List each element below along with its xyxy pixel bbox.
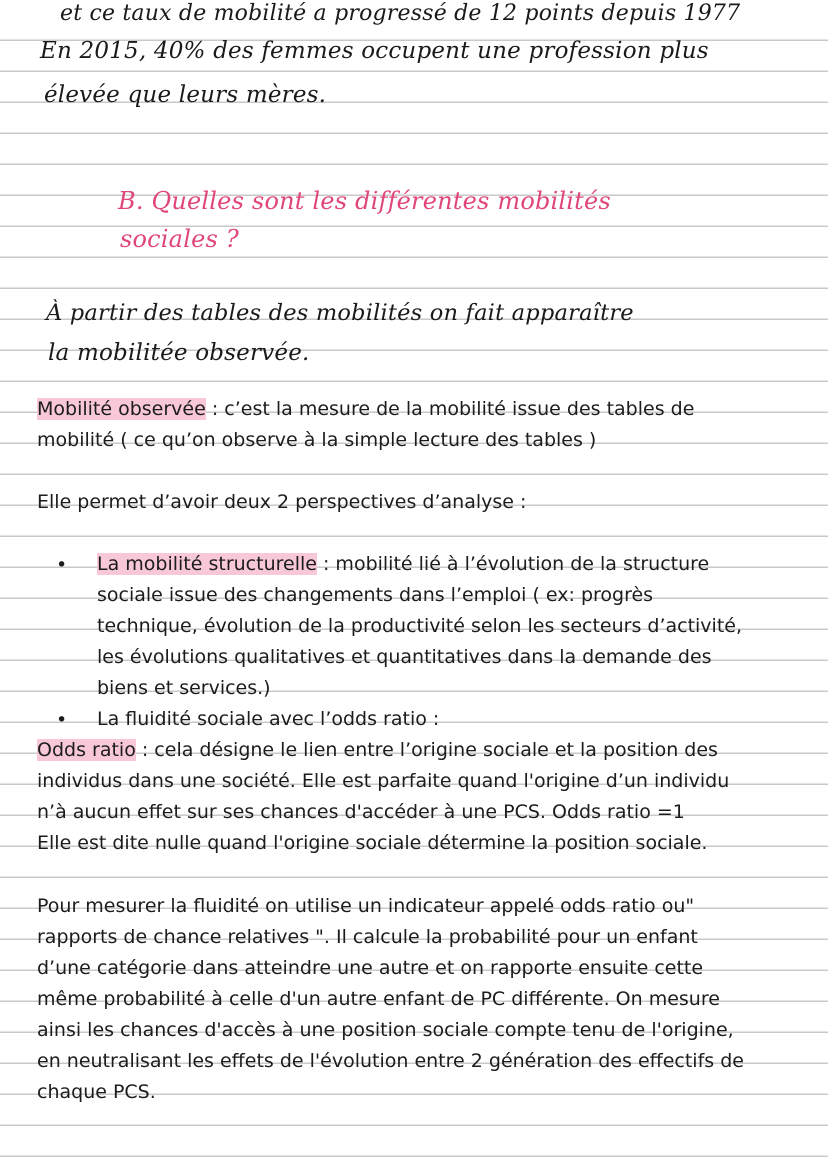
mesure-line-3: d’une catégorie dans atteindre une autre et on rapporte ensuite cette bbox=[37, 957, 704, 979]
mesure-line-2: rapports de chance relatives ". Il calcule la probabilité pour un enfant bbox=[37, 926, 698, 948]
bullet-fluidite: • bbox=[56, 709, 68, 731]
fluidite-line: La fluidité sociale avec l’odds ratio : bbox=[97, 708, 440, 730]
handwritten-tables-line-1: À partir des tables des mobilités on fait apparaître bbox=[46, 300, 634, 326]
mesure-line-7: chaque PCS. bbox=[37, 1081, 156, 1103]
odds-ratio-line-2: individus dans une société. Elle est parfaite quand l'origine d’un individu bbox=[37, 770, 730, 792]
structurelle-line-4: les évolutions qualitatives et quantitatives dans la demande des bbox=[97, 646, 712, 668]
structurelle-line-1: La mobilité structurelle : mobilité lié à l’évolution de la structure bbox=[97, 553, 710, 575]
mesure-line-6: en neutralisant les effets de l'évolution entre 2 génération des effectifs de bbox=[37, 1050, 744, 1072]
bullet-structurelle: • bbox=[56, 554, 68, 576]
handwritten-intro-line-1: et ce taux de mobilité a progressé de 12 points depuis 1977 bbox=[60, 1, 741, 26]
section-title-line-1: B. Quelles sont les différentes mobilités bbox=[118, 187, 611, 215]
perspectives-intro: Elle permet d’avoir deux 2 perspectives d’analyse : bbox=[37, 491, 527, 513]
odds-ratio-line-4: Elle est dite nulle quand l'origine sociale détermine la position sociale. bbox=[37, 832, 708, 854]
mesure-line-5: ainsi les chances d'accès à une position sociale compte tenu de l'origine, bbox=[37, 1019, 734, 1041]
structurelle-line-5: biens et services.) bbox=[97, 677, 271, 699]
section-title-line-2: sociales ? bbox=[120, 225, 239, 253]
odds-ratio-line-3: n’à aucun effet sur ses chances d'accéder à une PCS. Odds ratio =1 bbox=[37, 801, 685, 823]
mesure-line-1: Pour mesurer la fluidité on utilise un indicateur appelé odds ratio ou" bbox=[37, 895, 695, 917]
structurelle-line-2: sociale issue des changements dans l’emploi ( ex: progrès bbox=[97, 584, 654, 606]
handwritten-intro-line-2: En 2015, 40% des femmes occupent une profession plus bbox=[40, 38, 709, 64]
mobilite-observee-line-2: mobilité ( ce qu’on observe à la simple lecture des tables ) bbox=[37, 429, 597, 451]
odds-ratio-line-1: Odds ratio : cela désigne le lien entre l’origine sociale et la position des bbox=[37, 739, 718, 761]
odds-ratio-term: Odds ratio bbox=[37, 739, 136, 761]
mobilite-observee-term: Mobilité observée bbox=[37, 398, 206, 420]
structurelle-line-3: technique, évolution de la productivité selon les secteurs d’activité, bbox=[97, 615, 743, 637]
mobilite-observee-line-1: Mobilité observée : c’est la mesure de la mobilité issue des tables de bbox=[37, 398, 695, 420]
handwritten-tables-line-2: la mobilitée observée. bbox=[48, 340, 310, 366]
structurelle-term: La mobilité structurelle bbox=[97, 553, 317, 575]
mesure-line-4: même probabilité à celle d'un autre enfant de PC différente. On mesure bbox=[37, 988, 720, 1010]
handwritten-intro-line-3: élevée que leurs mères. bbox=[44, 82, 327, 108]
